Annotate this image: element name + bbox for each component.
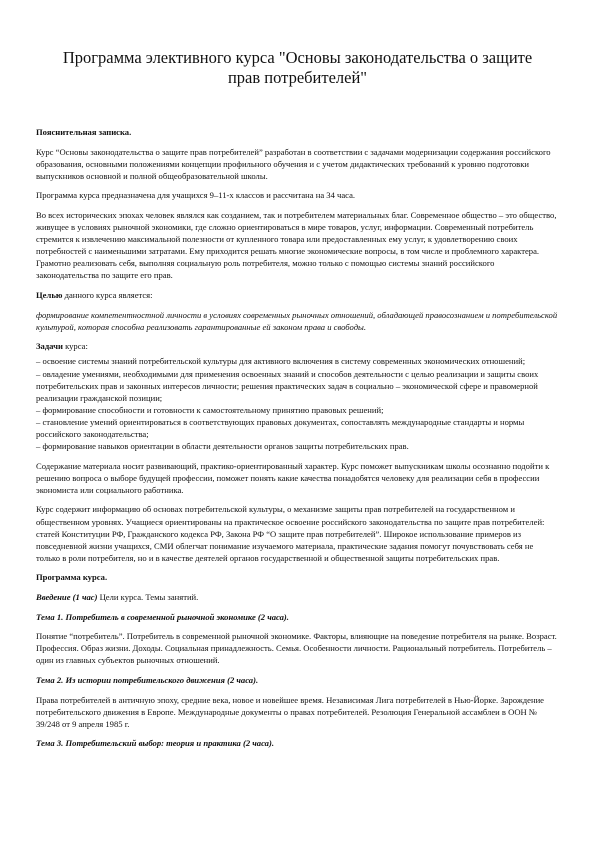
hours-paragraph: Программа курса предназначена для учащихся 9–11-х классов и рассчитана на 34 часа. [36, 190, 356, 201]
list-item: – освоение системы знаний потребительской культуры для активного включения в систему современных экономических отношений; [36, 356, 526, 367]
program-heading: Программа курса. [36, 572, 108, 583]
topic3-heading: Тема 3. Потребительский выбор: теория и практика (2 часа). [36, 738, 274, 749]
intro-topic-rest: Цели курса. Темы занятий. [97, 592, 199, 602]
list-item: – становление умений ориентироваться в соответствующих правовых документах, сопоставлять международные стандарты и нормы российского законодательства; [36, 416, 525, 439]
intro-paragraph: Курс “Основы законодательства о защите прав потребителей” разработан в соответствии с задачами модернизации содержания российского образования, основными положениями концепции профильного обучения и с учетом дидактических требований к уровню подготовки выпускников основной и полной общеобразовательной школы. [36, 146, 551, 181]
list-item: – формирование навыков ориентации в области деятельности органов защиты потребительских прав. [36, 441, 409, 452]
list-item: – овладение умениями, необходимыми для применения освоенных знаний и способов деятельности с целью реализации и защиты своих потребительских прав и законных интересов личности; решения практических задач в социально – экономической сфере и правомерной реализации гражданской позиции; [36, 368, 539, 403]
topic2-text: Права потребителей в античную эпоху, средние века, новое и новейшее время. Независимая Лига потребителей в Нью-Йорке. Зарождение потребительского движения в Европе. Международные документы о правах потребителей. Резолюция Генеральной ассамблеи в ООН № 39/248 от 9 апреля 1985 г. [36, 694, 544, 729]
tasks-rest: курса: [62, 341, 88, 352]
topic1-text: Понятие “потребитель”. Потребитель в современной рыночной экономике. Факторы, влияющие на поведение потребителя на рынке. Возраст. Профессия. Образ жизни. Доходы. Социальная принадлежность. Семья. Особенности личности. Рациональный потребитель. Потребитель – один из главных субъектов рыночных отношений. [36, 631, 557, 666]
list-item: – формирование способности и готовности к самостоятельному принятию правовых решений; [36, 404, 384, 415]
content-paragraph: Содержание материала носит развивающий, практико-ориентированный характер. Курс поможет выпускникам школы осознанно подойти к решению вопроса о выборе будущей профессии, поможет понять какие качества понадобятся человеку для реализации себя в профессии экономиста или социального работника. [36, 460, 550, 495]
explanatory-heading: Пояснительная записка. [36, 127, 132, 137]
topic1-heading: Тема 1. Потребитель в современной рыночной экономике (2 часа). [36, 611, 289, 622]
tasks-label: Задачи [36, 341, 63, 352]
document-title: Программа элективного курса "Основы законодательства о защите прав потребителей" [62, 48, 533, 87]
goal-label: Целью [36, 290, 63, 301]
intro-topic-line [36, 591, 559, 603]
intro-topic-label: Введение (1 час) [36, 592, 98, 602]
history-paragraph: Во всех исторических эпохах человек являлся как созданием, так и потребителем материальных благ. Современное общество – это общество, живущее в условиях рыночной экономики, где сложно ориентироваться в мире товаров, услуг, информации. Современный потребитель стремится к извлечению максимальной полезности от купленного товара или предоставленных ему услуг, к удовлетворению своих потребностей с наименьшими затратами. Ему приходится решать многие экономические вопросы, в том числе и проблемного характера. Грамотно реализовать себя, выполняя социальную роль потребителя, можно только с помощью системы знаний российского законодательства по защите его прав. [36, 209, 557, 281]
tasks-list [36, 355, 559, 452]
goal-line [36, 289, 559, 301]
document-body [36, 126, 559, 749]
info-paragraph: Курс содержит информацию об основах потребительской культуры, о механизме защиты прав потребителей на государственном и общественном уровнях. Учащиеся ориентированы на практическое освоение российского законодательства по защите прав потребителей: статей Конституции РФ, Гражданского кодекса РФ, Закона РФ “О защите прав потребителей”. Широкое использование примеров из повседневной жизни учащихся, СМИ облегчат понимание изучаемого материала, практические задания помогут почувствовать себя не только в роли потребителя, но и в качестве деятелей органов государственной и общественной защиты потребительских прав. [36, 504, 545, 563]
goal-rest: данного курса является: [62, 290, 153, 301]
goal-text: формирование компетентностной личности в условиях современных рыночных отношений, обладающей правосознанием и потребительской культурой, которая способна реализовать гарантированные ей законом права и свободы. [36, 309, 558, 332]
topic2-heading: Тема 2. Из истории потребительского движения (2 часа). [36, 674, 259, 685]
tasks-line [36, 340, 559, 352]
